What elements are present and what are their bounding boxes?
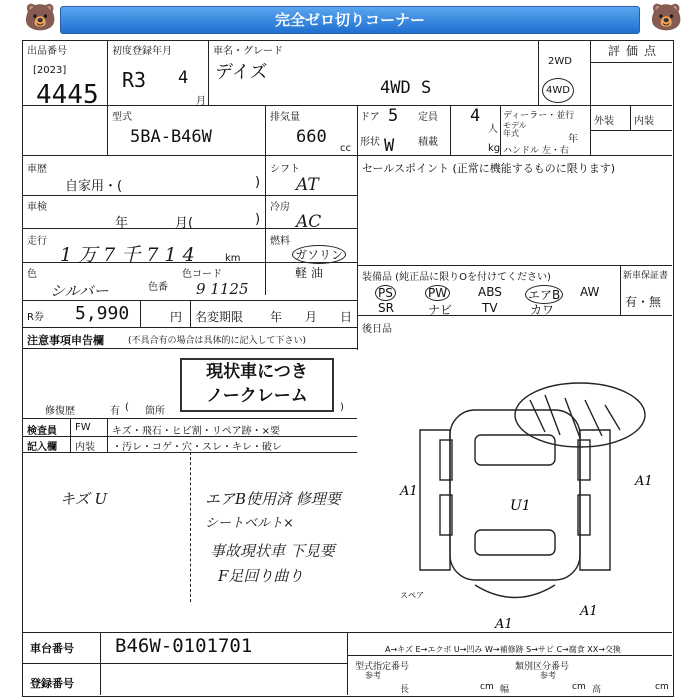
no-claim-stamp [180, 358, 334, 412]
note-line5: F足回り曲り [218, 567, 304, 585]
note-line3: シートベルト× [205, 516, 294, 531]
notes-sub: (不具合有の場合は具体的に記入して下さい) [128, 336, 307, 346]
mascot-right-icon: 🐻 [650, 3, 683, 33]
check-row2: ・汚レ・コゲ・穴・スレ・キレ・破レ [112, 442, 282, 453]
model-label: 型式 [112, 112, 132, 123]
spare-label: スペア [400, 591, 424, 600]
lot-label: 出品番号 [27, 46, 67, 57]
check-label1: 検査員 [27, 426, 57, 437]
rear-bumper [475, 585, 555, 598]
equip-sr: SR [378, 301, 394, 315]
mark-center: U1 [510, 498, 531, 514]
drive-2wd: 2WD [548, 56, 572, 67]
shift-value: AT [296, 175, 319, 195]
fuel-label: 燃料 [270, 236, 290, 247]
ref-label-1: 参考 [365, 671, 381, 680]
notes-label: 注意事項申告欄 [27, 334, 104, 347]
name-change-month: 月 [305, 310, 318, 324]
model-year-label: モデル年式 [503, 121, 527, 138]
after-items-label: 後日品 [362, 324, 392, 335]
doors-label: ドア [360, 112, 380, 123]
mark-bottom2: A1 [580, 604, 598, 619]
displacement-label: 排気量 [270, 112, 300, 123]
equip-navi: ナビ [428, 303, 453, 317]
model-year-unit: 年 [568, 134, 578, 145]
evaluation-label: 評価点 [608, 44, 663, 58]
shape-label: 形状 [360, 137, 380, 148]
mileage-value: 1 万 7 千 7 1 4 [60, 244, 195, 266]
right-side-panel [580, 430, 610, 570]
check-label2: 記入欄 [27, 442, 57, 453]
reg-label: 初度登録年月 [112, 46, 172, 57]
width-label: 幅 [500, 685, 510, 695]
ac-label: 冷房 [270, 202, 290, 213]
equipment-label: 装備品 (純正品に限りOを付けてください) [362, 272, 551, 283]
equip-airbag: エアB [525, 285, 563, 304]
repair-place: 箇所 [145, 406, 165, 417]
capacity-label: 定員 [418, 112, 438, 123]
doors-value: 5 [388, 106, 399, 126]
repair-label: 修復歴 [45, 406, 75, 417]
handle-label: ハンドル 左・右 [503, 146, 569, 156]
equip-tv: TV [482, 301, 498, 315]
note-line4: 事故現状車 下見要 [210, 542, 335, 560]
shift-label: シフト [270, 164, 300, 175]
reg-era-year: R3 [122, 68, 147, 92]
check-fw: FW [75, 422, 91, 433]
ac-value: AC [296, 212, 322, 232]
drive-4wd: 4WD [542, 78, 574, 103]
inspection-close: ) [255, 212, 261, 227]
shape-value: W [384, 136, 395, 156]
damage-legend: A→キズ E→エクボ U→凹み W→補修跡 S→サビ C→腐食 XX→交換 [385, 645, 621, 654]
car-name: デイズ [215, 62, 268, 83]
ref-label-2: 参考 [540, 671, 556, 680]
name-change-year: 年 [270, 310, 283, 324]
repair-value: 有 [110, 406, 120, 417]
dealer-label: ディーラー・並行 [503, 111, 575, 121]
mark-left: A1 [400, 484, 418, 499]
mascot-left-icon: 🐻 [24, 3, 57, 33]
loading-label: 積載 [418, 137, 438, 148]
color-code: 9 1125 [196, 280, 249, 298]
height-unit: cm [655, 682, 669, 692]
history-close: ) [255, 175, 261, 190]
eval-exterior: 外装 [594, 116, 614, 127]
warranty-value: 有・無 [625, 295, 662, 309]
sales-points-label: セールスポイント (正常に機能するものに限ります) [362, 162, 616, 175]
stamp-line1: 現状車につき [206, 362, 308, 382]
displacement-unit: cc [340, 143, 351, 154]
check-inside: 内装 [75, 442, 95, 453]
equip-aw: AW [580, 285, 600, 299]
equip-leather: カワ [530, 303, 555, 317]
note-line1: キズ U [60, 490, 108, 508]
chassis-label: 車台番号 [30, 642, 74, 655]
repair-paren: ( [125, 402, 129, 413]
length-unit: cm [480, 682, 494, 692]
car-damage-diagram [380, 370, 670, 630]
mileage-label: 走行 [27, 236, 47, 247]
history-label: 車歴 [27, 164, 47, 175]
rear-window [475, 530, 555, 555]
mileage-unit: km [225, 253, 241, 264]
lot-year: [2023] [33, 65, 67, 76]
fuel-diesel: 軽 油 [295, 266, 323, 280]
color-value: シルバー [50, 282, 109, 300]
model-value: 5BA-B46W [130, 127, 212, 147]
chassis-value: B46W-0101701 [115, 635, 253, 657]
equip-abs: ABS [478, 285, 502, 299]
check-row1: キズ・飛石・ヒビ割・リペア跡・×要 [112, 426, 280, 437]
color-number-label: 色番 [148, 282, 168, 293]
name-change-day: 日 [340, 310, 353, 324]
recycle-label: R券 [27, 312, 44, 323]
inspection-year: 年 [115, 216, 129, 231]
equip-ps: PS [375, 285, 396, 301]
fuel-value: ガソリン [292, 245, 346, 264]
stamp-line2: ノークレーム [206, 386, 308, 406]
length-label: 長 [400, 685, 410, 695]
recycle-value: 5,990 [75, 303, 130, 324]
page-title: 完全ゼロ切りコーナー [60, 6, 640, 34]
name-change-label: 名変期限 [195, 310, 244, 324]
loading-unit: kg [488, 143, 501, 154]
height-label: 高 [592, 685, 602, 695]
recycle-unit: 円 [170, 310, 183, 324]
reg-month: 4 [178, 68, 189, 88]
reg-month-unit: 月 [196, 96, 206, 107]
front-windshield [475, 435, 555, 465]
inspection-month: 月( [175, 216, 194, 231]
lot-number: 4445 [36, 80, 99, 110]
history-value: 自家用・( [65, 179, 123, 194]
mark-right: A1 [635, 474, 653, 489]
color-code-label: 色コード [182, 269, 222, 280]
width-unit: cm [572, 682, 586, 692]
model-cert-label: 型式指定番号 [355, 662, 410, 672]
equip-pw: PW [425, 285, 450, 301]
registration-label: 登録番号 [30, 677, 74, 690]
left-side-panel [420, 430, 450, 570]
car-label: 車名・グレード [213, 46, 283, 57]
eval-interior: 内装 [634, 116, 654, 127]
repair-close: ) [340, 402, 344, 413]
category-label: 類別区分番号 [515, 662, 570, 672]
warranty-label: 新車保証書 [623, 271, 669, 281]
inspection-label: 車検 [27, 202, 47, 213]
color-label: 色 [27, 269, 37, 280]
capacity-value: 4 [470, 106, 481, 126]
capacity-unit: 人 [488, 124, 498, 135]
displacement-value: 660 [296, 127, 327, 147]
car-grade: 4WD S [380, 78, 432, 98]
note-line2: エアB使用済 修理要 [205, 490, 341, 508]
mark-bottom1: A1 [495, 617, 513, 630]
